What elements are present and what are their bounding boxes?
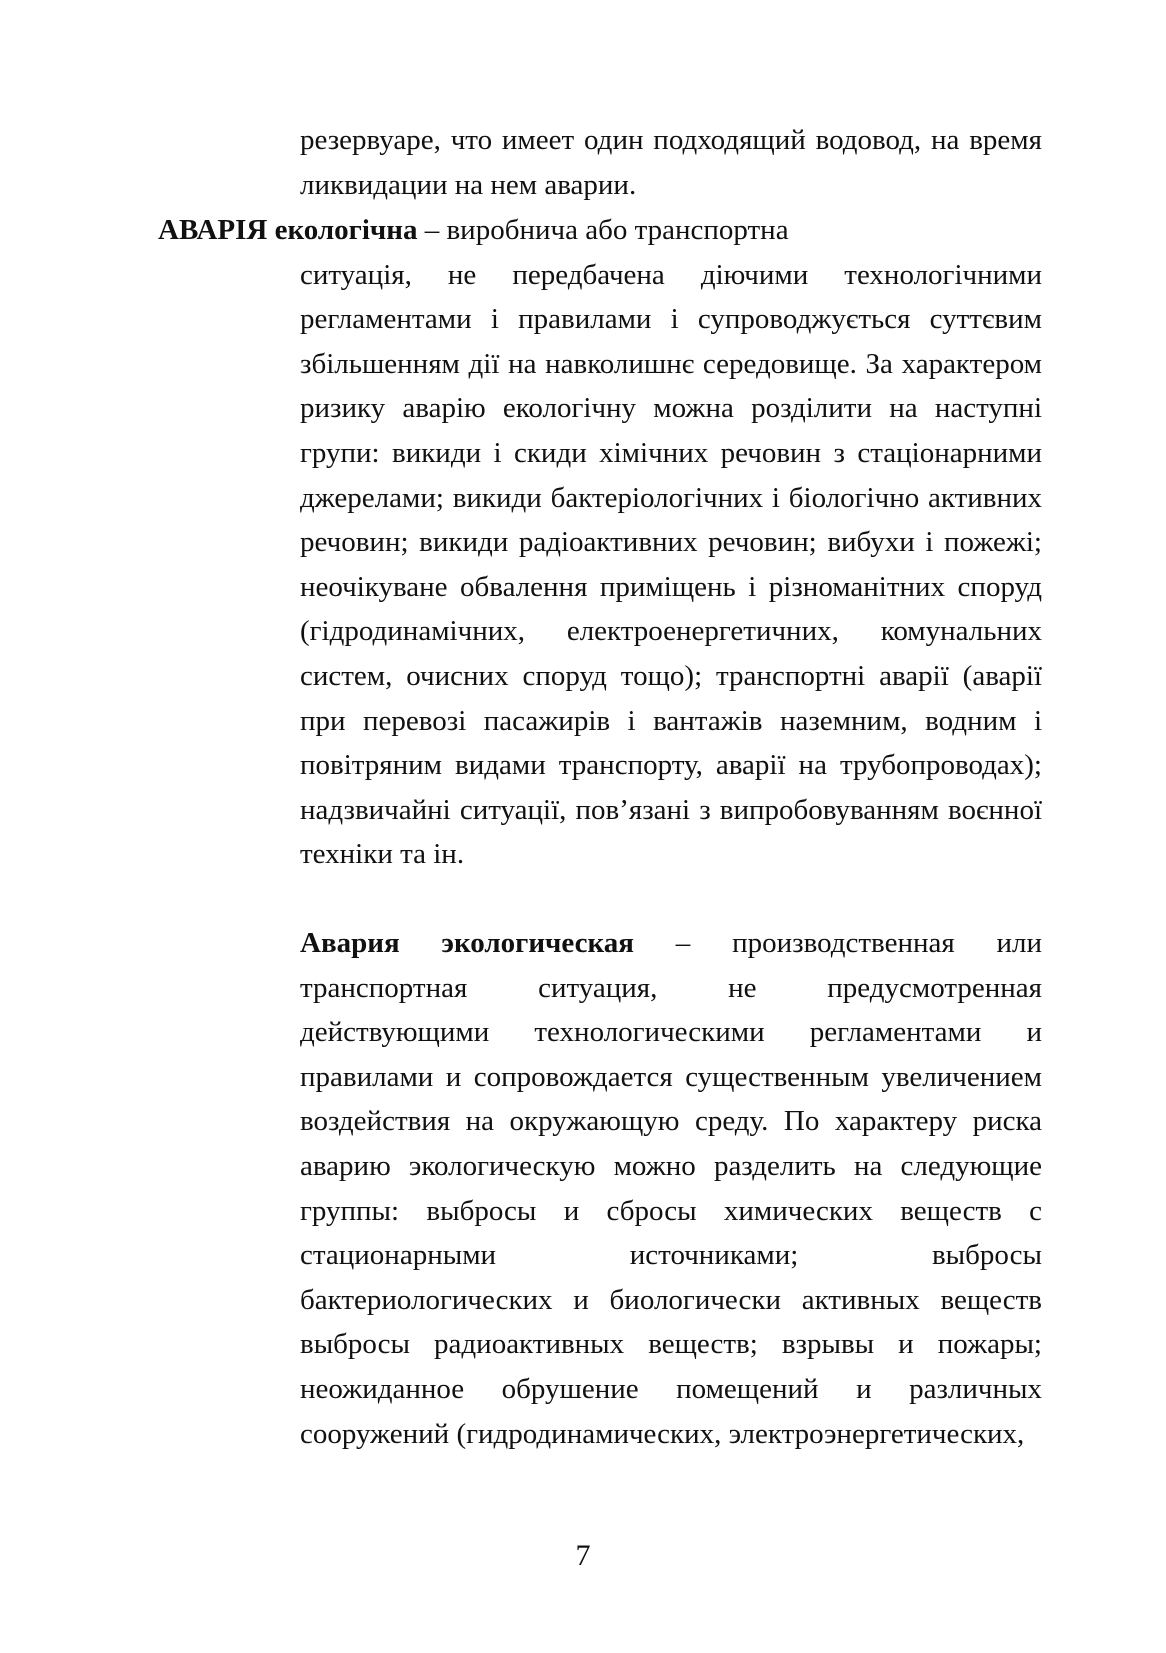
entry-russian-term: Авария экологическая xyxy=(300,927,634,959)
entry-ukrainian-term: АВАРІЯ екологічна xyxy=(158,214,418,246)
entry-ukrainian-definition-first: – виробнича або транспортна xyxy=(417,214,789,246)
entry-ukrainian-definition: ситуація, не передбачена діючими технологічними регламентами і правилами і супроводжується суттєвим збільшенням дії на навколишнє середовище. За характером ризику аварію екологічну можна розділити на наступні групи: викиди і скиди хімічних речовин з стаціонарними джерелами; викиди бактеріологічних і біологічно активних речовин; викиди радіоактивних речовин; вибухи і пожежі; неочікуване обвалення приміщень і різноманітних споруд (гідродинамічних, електроенергетичних, комунальних систем, очисних споруд тощо); транспортні аварії (аварії при перевозі пасажирів і вантажів наземним, водним і повітряним видами транспорту, аварії на трубопроводах); надзвичайні ситуації, пов’язані з випробовуванням воєнної техніки та ін. xyxy=(300,258,1042,871)
entry-russian xyxy=(300,921,1042,1456)
entry-ukrainian xyxy=(158,208,1042,877)
intro-text: резервуаре, что имеет один подходящий водовод, на время ликвидации на нем аварии. xyxy=(300,124,1042,201)
intro-paragraph xyxy=(300,118,1042,207)
page-number: 7 xyxy=(575,1539,591,1572)
entry-russian-definition: – производственная или транспортная ситуация, не предусмотренная действующими технологическими регламентами и правилами и сопровождается существенным увеличением воздействия на окружающую среду. По характеру риска аварию экологическую можно разделить на следующие группы: выбросы и сбросы химических веществ с стационарными источниками; выбросы бактериологических и биологически активных веществ выбросы радиоактивных веществ; взрывы и пожары; неожиданное обрушение помещений и различных сооружений (гидродинамических, электроэнергетических, xyxy=(300,927,1043,1450)
